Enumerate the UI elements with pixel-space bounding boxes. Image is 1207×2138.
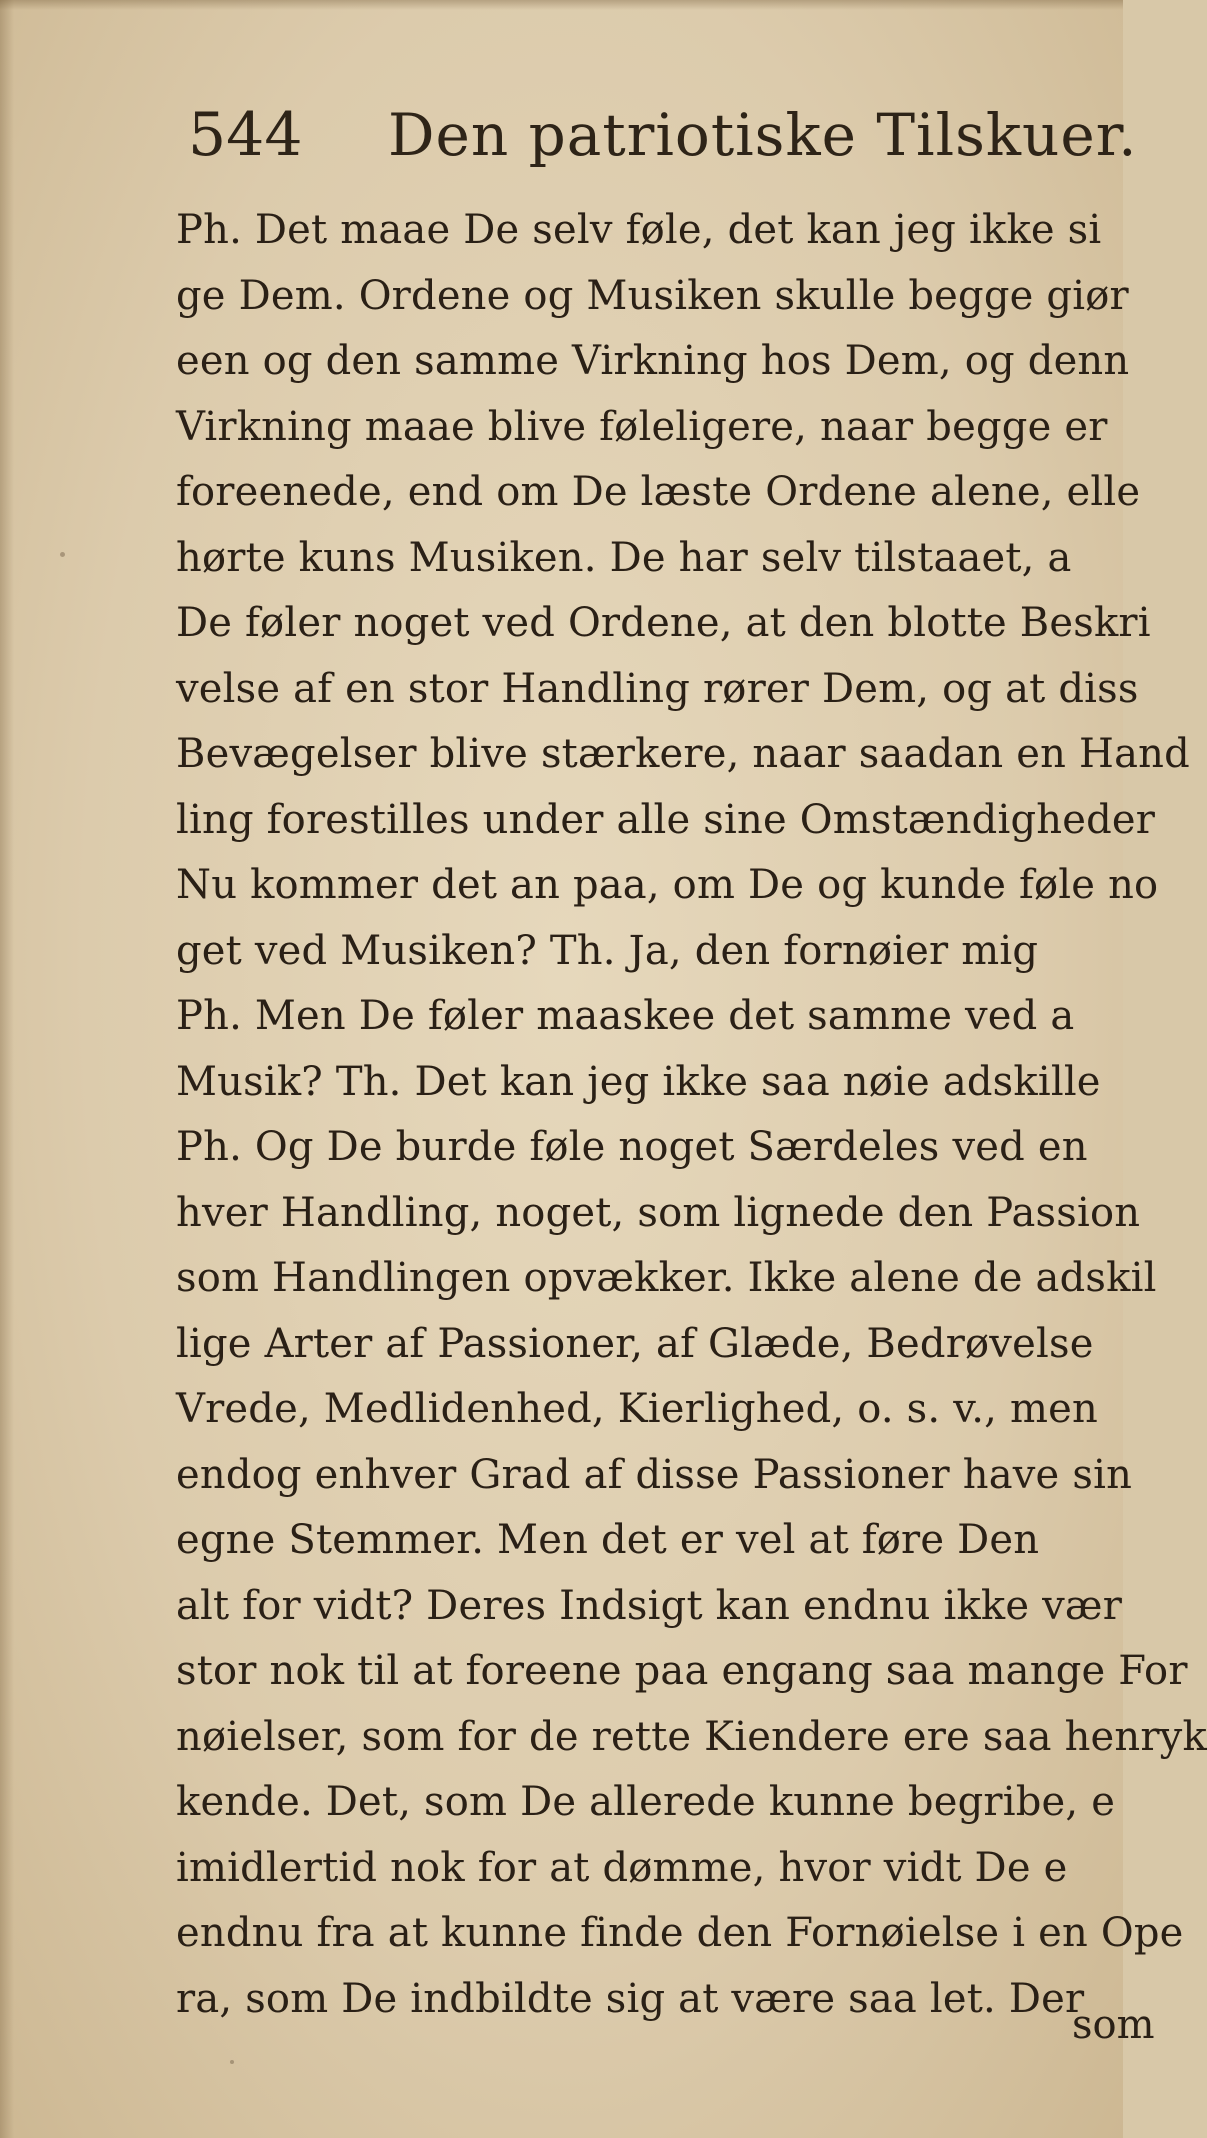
body-text xyxy=(176,198,1207,2022)
text-line: ling forestilles under alle sine Omstændigheder xyxy=(176,796,1156,843)
text-line: alt for vidt? Deres Indsigt kan endnu ikke vær xyxy=(176,1582,1123,1629)
text-line: ra, som De indbildte sig at være saa let. Der xyxy=(176,1975,1085,2022)
text-line: ge Dem. Ordene og Musiken skulle begge giør xyxy=(176,272,1129,319)
text-line: Ph. Men De føler maaskee det samme ved a xyxy=(176,993,1075,1039)
text-line: som Handlingen opvækker. Ikke alene de adskil xyxy=(176,1255,1157,1301)
text-line: hver Handling, noget, som lignede den Passion xyxy=(176,1189,1141,1236)
paper-speck xyxy=(230,2060,234,2064)
text-line: nøielser, som for de rette Kiendere ere saa henryk xyxy=(176,1713,1207,1760)
text-line: hørte kuns Musiken. De har selv tilstaaet, a xyxy=(176,534,1072,581)
paper-speck xyxy=(905,1740,908,1743)
catchword: som xyxy=(1072,2002,1155,2048)
paper-speck xyxy=(60,552,65,557)
text-line: Ph. Det maae De selv føle, det kan jeg ikke si xyxy=(176,207,1102,253)
text-line: get ved Musiken? Th. Ja, den fornøier mig xyxy=(176,927,1039,974)
text-line: Musik? Th. Det kan jeg ikke saa nøie adskille xyxy=(176,1058,1101,1105)
text-line: Bevægelser blive stærkere, naar saadan en Hand xyxy=(176,731,1190,777)
text-line: Virkning maae blive føleligere, naar begge er xyxy=(176,403,1108,450)
text-line: lige Arter af Passioner, af Glæde, Bedrøvelse xyxy=(176,1320,1094,1367)
running-title: Den patriotiske Tilskuer. xyxy=(388,101,1138,169)
text-line: De føler noget ved Ordene, at den blotte Beskri xyxy=(176,600,1151,646)
text-line: Vrede, Medlidenhed, Kierlighed, o. s. v., men xyxy=(176,1386,1098,1432)
text-line: endog enhver Grad af disse Passioner have sin xyxy=(176,1451,1133,1498)
page-number: 544 xyxy=(188,100,303,170)
text-line: een og den samme Virkning hos Dem, og denn xyxy=(176,338,1130,384)
text-line: stor nok til at foreene paa engang saa mange For xyxy=(176,1648,1188,1694)
text-line: velse af en stor Handling rører Dem, og at diss xyxy=(176,665,1139,712)
text-line: Nu kommer det an paa, om De og kunde føle no xyxy=(176,862,1159,908)
top-edge-shadow xyxy=(0,0,1123,10)
text-line: kende. Det, som De allerede kunne begribe, e xyxy=(176,1779,1116,1825)
text-line: egne Stemmer. Men det er vel at føre Den xyxy=(176,1517,1040,1563)
text-line: endnu fra at kunne finde den Fornøielse i en Ope xyxy=(176,1910,1184,1956)
binding-shadow xyxy=(0,0,14,2138)
text-line: Ph. Og De burde føle noget Særdeles ved en xyxy=(176,1124,1088,1170)
page-header xyxy=(188,96,1138,176)
text-line: imidlertid nok for at dømme, hvor vidt De e xyxy=(176,1844,1068,1891)
text-line: foreenede, end om De læste Ordene alene, elle xyxy=(176,469,1141,515)
